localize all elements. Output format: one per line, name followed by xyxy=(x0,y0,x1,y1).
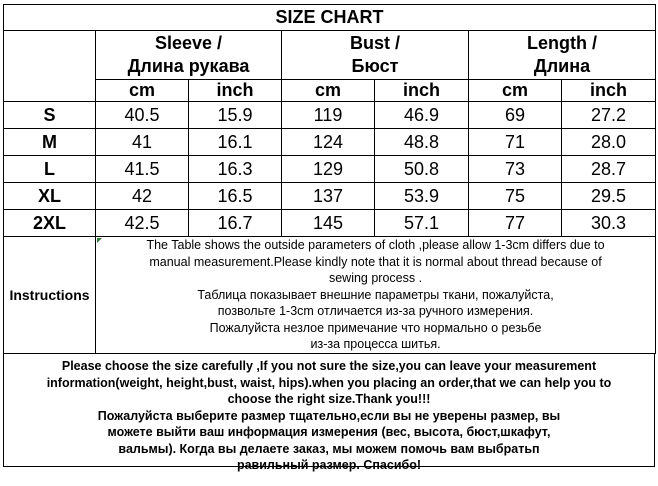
size-chart-sheet xyxy=(3,4,655,483)
length-inch: 29.5 xyxy=(562,183,656,210)
sleeve-cm: 41.5 xyxy=(96,156,189,183)
chart-title: SIZE CHART xyxy=(4,5,656,31)
bust-inch: 50.8 xyxy=(375,156,469,183)
bust-inch: 46.9 xyxy=(375,102,469,129)
length-cm: 77 xyxy=(469,210,562,237)
sleeve-inch: 16.5 xyxy=(189,183,282,210)
bust-inch: 53.9 xyxy=(375,183,469,210)
note-line: вальмы). Когда вы делаете заказ, мы можем помочь вам выбратьп xyxy=(118,441,540,456)
instructions-line: из-за процесса шитья. xyxy=(310,337,441,352)
bust-inch: 57.1 xyxy=(375,210,469,237)
sleeve-inch: 16.1 xyxy=(189,129,282,156)
size-label: XL xyxy=(4,183,96,210)
header-sleeve-ru: Длина рукава xyxy=(127,56,250,76)
instructions-line: Таблица показывает внешние параметры ткани, пожалуйста, xyxy=(197,287,554,302)
instructions-text xyxy=(96,237,656,354)
note-line: Please choose the size carefully ,If you not sure the size,you can leave your measurement xyxy=(61,359,597,373)
size-label: S xyxy=(4,102,96,129)
length-cm: 69 xyxy=(469,102,562,129)
table-row xyxy=(4,210,656,237)
cell-comment-marker-icon xyxy=(97,238,102,243)
note-line: можете выйти ваш информация измерения (вес, высота, бюст,шкафут, xyxy=(107,425,551,439)
header-bust-ru: Бюст xyxy=(351,56,399,76)
unit-inch: inch xyxy=(562,80,656,102)
sleeve-cm: 42 xyxy=(96,183,189,210)
length-inch: 27.2 xyxy=(562,102,656,129)
sleeve-cm: 41 xyxy=(96,129,189,156)
corner-cell xyxy=(4,31,96,102)
bust-cm: 124 xyxy=(282,129,375,156)
header-sleeve xyxy=(96,31,282,80)
unit-cm: cm xyxy=(469,80,562,102)
length-inch: 28.7 xyxy=(562,156,656,183)
length-cm: 75 xyxy=(469,183,562,210)
sleeve-inch: 16.3 xyxy=(189,156,282,183)
header-bust-en: Bust / xyxy=(349,33,400,53)
header-bust xyxy=(282,31,469,80)
length-cm: 71 xyxy=(469,129,562,156)
table-row xyxy=(4,129,656,156)
unit-cm: cm xyxy=(282,80,375,102)
note-line: Пожалуйста выберите размер тщательно,если вы не уверены размер, вы xyxy=(97,408,561,423)
bust-inch: 48.8 xyxy=(375,129,469,156)
sleeve-inch: 16.7 xyxy=(189,210,282,237)
instructions-line: manual measurement.Please kindly note that it is normal about thread because of xyxy=(149,254,602,269)
table-row xyxy=(4,183,656,210)
instructions-line: позвольте 1-3cm отличается из-за ручного измерения. xyxy=(217,304,534,319)
instructions-line: Пожалуйста незлое примечание что нормально о резьбе xyxy=(209,320,542,335)
size-advice-note xyxy=(3,354,655,472)
instructions-line: sewing process . xyxy=(328,271,423,286)
bust-cm: 129 xyxy=(282,156,375,183)
header-length xyxy=(469,31,656,80)
note-line: choose the right size.Thank you!!! xyxy=(227,392,431,406)
instructions-label: Instructions xyxy=(4,237,96,354)
sleeve-cm: 40.5 xyxy=(96,102,189,129)
table-row xyxy=(4,102,656,129)
size-label: L xyxy=(4,156,96,183)
note-line: равильный размер. Спасибо! xyxy=(236,458,422,472)
length-inch: 30.3 xyxy=(562,210,656,237)
header-length-en: Length / xyxy=(527,33,598,53)
size-label: 2XL xyxy=(4,210,96,237)
sleeve-cm: 42.5 xyxy=(96,210,189,237)
bust-cm: 119 xyxy=(282,102,375,129)
unit-cm: cm xyxy=(96,80,189,102)
unit-inch: inch xyxy=(375,80,469,102)
instructions-line: The Table shows the outside parameters of cloth ,please allow 1-3cm differs due to xyxy=(146,238,605,253)
header-sleeve-en: Sleeve / xyxy=(154,33,223,53)
bust-cm: 145 xyxy=(282,210,375,237)
size-label: M xyxy=(4,129,96,156)
unit-inch: inch xyxy=(189,80,282,102)
length-cm: 73 xyxy=(469,156,562,183)
bust-cm: 137 xyxy=(282,183,375,210)
header-length-ru: Длина xyxy=(533,56,591,76)
note-line: information(weight, height,bust, waist, hips).when you placing an order,that we can help you to xyxy=(46,375,612,390)
length-inch: 28.0 xyxy=(562,129,656,156)
sleeve-inch: 15.9 xyxy=(189,102,282,129)
table-row xyxy=(4,156,656,183)
size-chart-table xyxy=(3,4,656,354)
